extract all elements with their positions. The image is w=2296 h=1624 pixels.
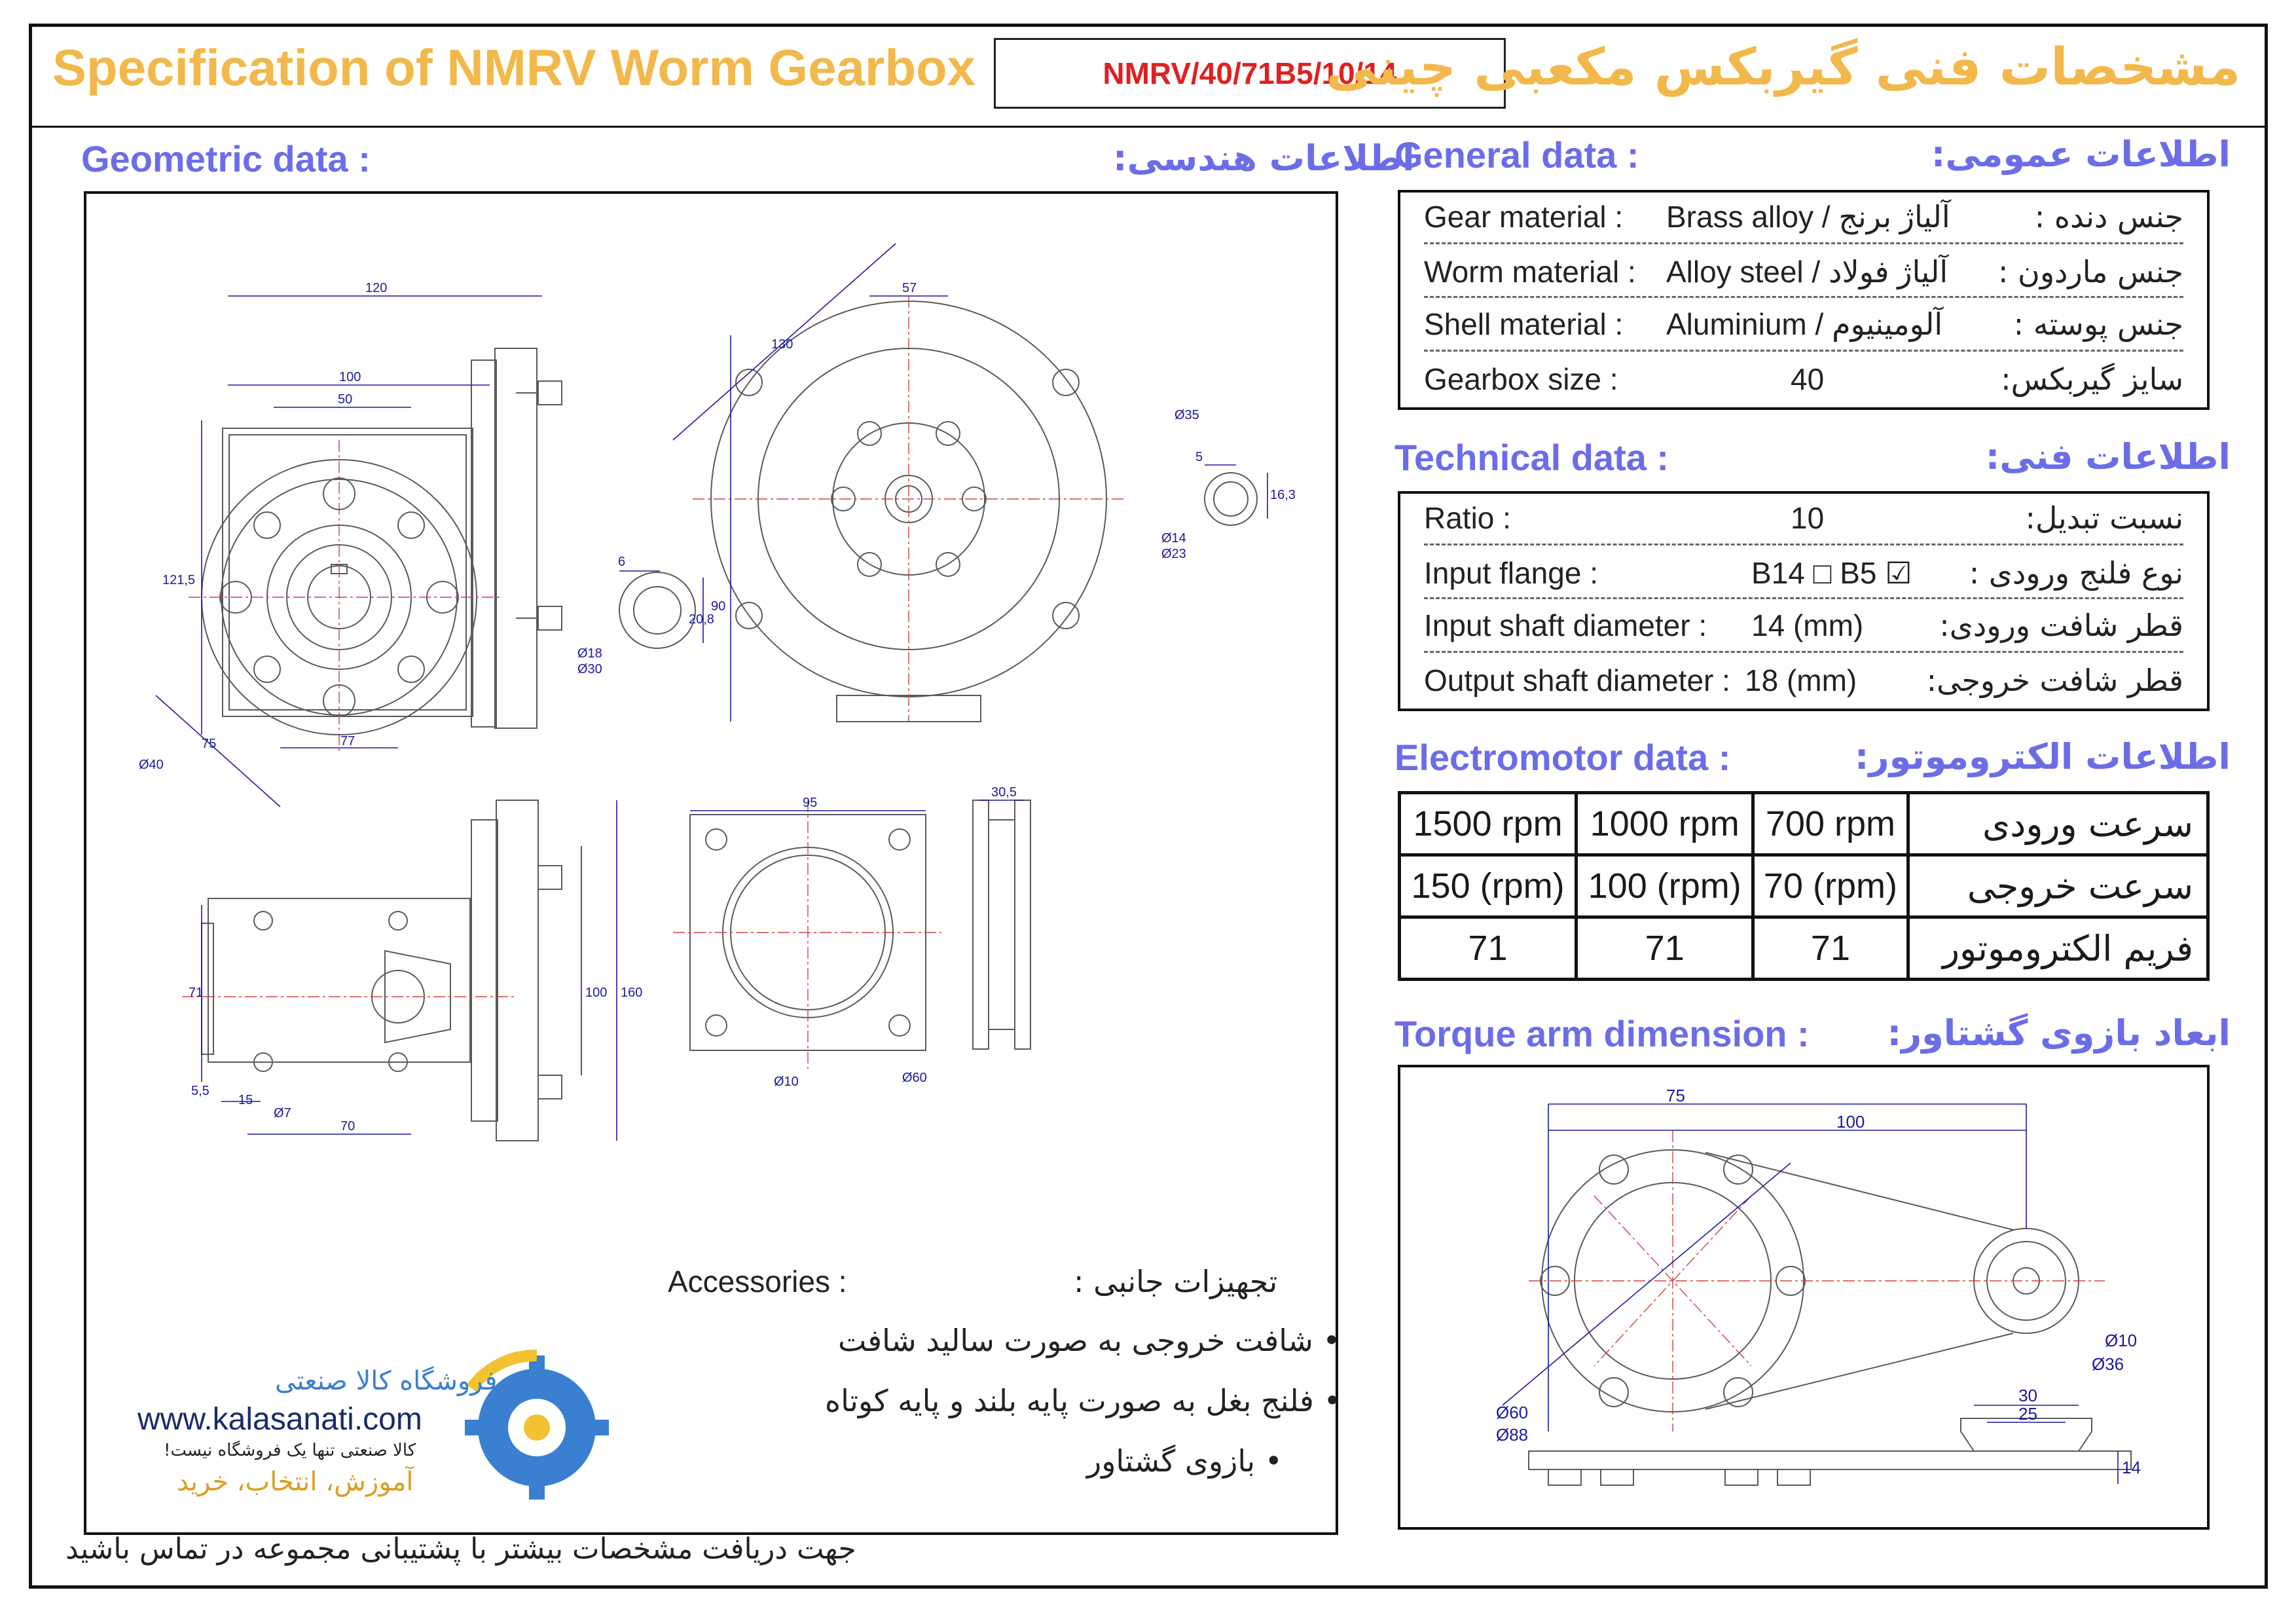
geometric-title-en: Geometric data : (81, 138, 371, 179)
general-row-gear: Gear material : Brass alloy / آلیاژ برنج جنس دنده : (1424, 199, 2183, 234)
accessory-item-3: • بازوی گشتاور (1087, 1443, 1283, 1479)
dim-d18: Ø18 (577, 646, 602, 661)
dim-d23: Ø23 (1161, 547, 1186, 561)
technical-row-ratio: Ratio : 10 نسبت تبدیل: (1424, 500, 2183, 536)
torque-dim-25: 25 (2018, 1404, 2037, 1424)
footer-note: جهت دریافت مشخصات بیشتر با پشتیبانی مجموعه در تماس باشید (65, 1532, 856, 1566)
electromotor-row-input-speed: 1500 rpm 1000 rpm 700 rpm سرعت ورودی (1400, 793, 2208, 855)
flange-face-drawing (673, 796, 941, 1089)
dim-d7: Ø7 (274, 1106, 291, 1120)
electromotor-row-output-speed: 150 (rpm) 100 (rpm) 70 (rpm) سرعت خروجی (1400, 855, 2208, 917)
dim-d10: Ø10 (774, 1075, 799, 1089)
geometric-title-fa: اطلاعات هندسی: (1113, 138, 1415, 179)
output-shaft-section (577, 555, 714, 676)
dim-100b: 100 (585, 986, 608, 1000)
model-code: NMRV/40/71B5/10/14 (994, 38, 1506, 109)
header-divider (29, 126, 2268, 128)
dim-d40: Ø40 (139, 758, 164, 772)
dim-20-8: 20,8 (689, 612, 714, 627)
general-data-table (1398, 190, 2210, 410)
technical-row-flange: Input flange : B14 □ B5 ☑ نوع فلنج ورودی : (1424, 555, 2183, 591)
general-row-size: Gearbox size : 40 سایز گیربکس: (1424, 361, 2183, 397)
dim-71: 71 (189, 986, 204, 1000)
technical-title-en: Technical data : (1394, 437, 1669, 478)
accessory-item-2: • فلنج بغل به صورت پایه بلند و پایه کوتاه (825, 1383, 1341, 1418)
dim-15: 15 (238, 1093, 253, 1107)
dim-121-5: 121,5 (162, 573, 196, 587)
dim-16-3: 16,3 (1270, 488, 1296, 502)
electromotor-row-frame: 71 71 71 فریم الکتروموتور (1400, 917, 2208, 980)
flange-view-drawing (673, 244, 1199, 722)
store-slogan: آموزش، انتخاب، خرید (177, 1467, 414, 1497)
input-shaft-section (1161, 450, 1296, 561)
torque-dim-75: 75 (1666, 1086, 1685, 1105)
torque-dim-d10: Ø10 (2105, 1331, 2138, 1350)
accessories-title-en: Accessories : (668, 1264, 847, 1299)
dim-100: 100 (339, 370, 361, 384)
dim-95: 95 (803, 796, 818, 810)
general-row-worm: Worm material : Alloy steel / آلیاژ فولاد جنس ماردون : (1424, 254, 2183, 289)
store-url: www.kalasanati.com (137, 1402, 422, 1437)
dim-d14: Ø14 (1161, 531, 1186, 545)
store-name: فروشگاه کالا صنعتی (275, 1366, 498, 1396)
store-tagline: کالا صنعتی تنها یک فروشگاه نیست! (164, 1441, 416, 1460)
dim-d30: Ø30 (577, 662, 602, 676)
torque-title-fa: ابعاد بازوی گشتاور: (1887, 1012, 2231, 1054)
side-view-drawing (182, 800, 642, 1141)
dim-5-5: 5,5 (191, 1084, 210, 1098)
title-english: Specification of NMRV Worm Gearbox (52, 39, 976, 96)
torque-dim-d60: Ø60 (1496, 1403, 1529, 1422)
dim-5: 5 (1195, 450, 1203, 464)
dim-77: 77 (340, 734, 355, 748)
dim-70: 70 (340, 1119, 355, 1134)
dim-160: 160 (621, 986, 643, 1000)
technical-row-output-shaft: Output shaft diameter : 18 (mm) قطر شافت خروجی: (1424, 663, 2183, 698)
torque-dim-14: 14 (2122, 1458, 2141, 1477)
dim-30-5: 30,5 (991, 785, 1017, 800)
flange-side-drawing (973, 785, 1030, 1049)
torque-dim-100: 100 (1836, 1112, 1865, 1132)
general-title-fa: اطلاعات عمومی: (1931, 134, 2231, 175)
dim-75: 75 (202, 737, 217, 751)
electromotor-table (1398, 791, 2210, 981)
dim-6: 6 (618, 555, 626, 569)
technical-data-table (1398, 491, 2210, 711)
dim-120: 120 (365, 281, 388, 295)
technical-title-fa: اطلاعات فنی: (1985, 436, 2231, 477)
dim-50: 50 (338, 392, 353, 407)
general-title-en: General data : (1394, 134, 1639, 175)
accessory-item-1: • شافت خروجی به صورت سالید شافت (838, 1323, 1341, 1358)
torque-arm-drawing (1398, 1065, 2210, 1530)
general-row-shell: Shell material : Aluminium / آلومینیوم جنس پوسته : (1424, 306, 2183, 342)
dim-d35: Ø35 (1175, 408, 1199, 422)
electromotor-title-en: Electromotor data : (1394, 737, 1731, 778)
torque-dim-30: 30 (2018, 1386, 2037, 1405)
front-view-drawing (139, 281, 562, 807)
torque-dim-d88: Ø88 (1496, 1425, 1529, 1445)
title-persian: مشخصات فنی گیربکس مکعبی چینی (1326, 38, 2240, 97)
electromotor-title-fa: اطلاعات الکتروموتور: (1854, 736, 2231, 777)
torque-title-en: Torque arm dimension : (1394, 1013, 1810, 1054)
dim-57: 57 (902, 281, 917, 295)
technical-row-input-shaft: Input shaft diameter : 14 (mm) قطر شافت ورودی: (1424, 608, 2183, 643)
dim-130: 130 (771, 337, 793, 352)
accessories-title-fa: تجهیزات جانبی : (1074, 1264, 1278, 1299)
dim-d60: Ø60 (902, 1071, 927, 1085)
dim-90: 90 (711, 599, 726, 614)
torque-dim-d36: Ø36 (2092, 1354, 2124, 1374)
